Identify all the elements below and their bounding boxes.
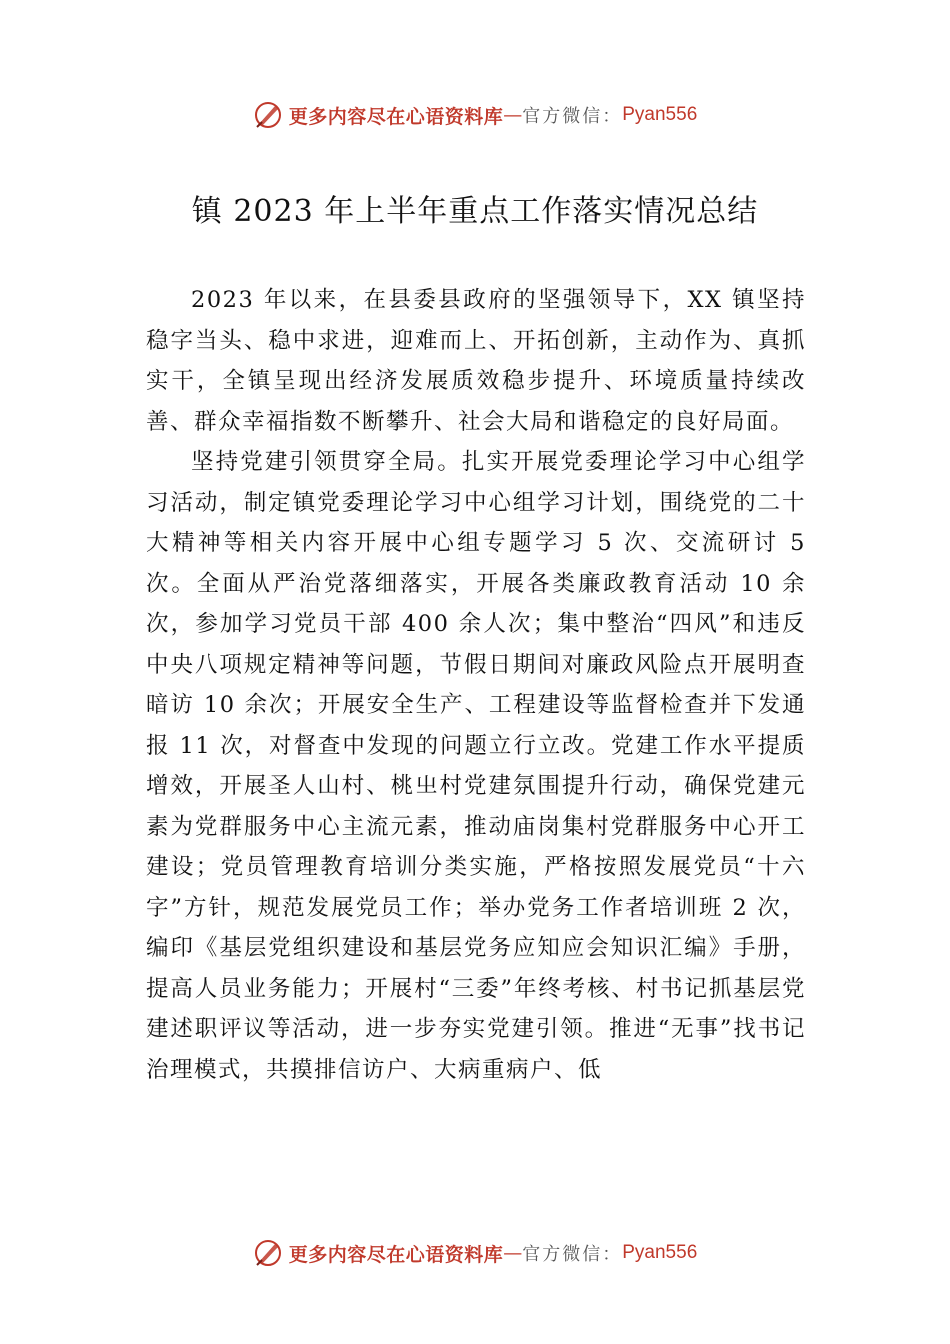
quill-pen-logo-icon: [253, 1238, 283, 1268]
paragraph-party-building: 坚持党建引领贯穿全局。扎实开展党委理论学习中心组学习活动，制定镇党委理论学习中心组学习计划，围绕党的二十大精神等相关内容开展中心组专题学习 5 次、交流研讨 5 次。全面从严治党落细落实，开展各类廉政教育活动 10 余次，参加学习党员干部 400 余人次；集中整治“四风”和违反中央八项规定精神等问题，节假日期间对廉政风险点开展明查暗访 10 余次；开展安全生产、工程建设等监督检查并下发通报 11 次，对督查中发现的问题立行立改。党建工作水平提质增效，开展圣人山村、桃㞢村党建氛围提升行动，确保党建元素为党群服务中心主流元素，推动庙岗集村党群服务中心开工建设；党员管理教育培训分类实施，严格按照发展党员“十六字”方针，规范发展党员工作；举办党务工作者培训班 2 次，编印《基层党组织建设和基层党务应知应会知识汇编》手册，提高人员业务能力；开展村“三委”年终考核、村书记抓基层党建述职评议等活动，进一步夯实党建引领。推进“无事”找书记治理模式，共摸排信访户、大病重病户、低: [146, 449, 806, 1083]
watermark-main-text: 更多内容尽在心语资料库: [288, 105, 504, 128]
quill-pen-logo-icon: [253, 100, 283, 130]
watermark-banner-top: [0, 95, 950, 135]
watermark-wechat-id: Pyan556: [622, 1242, 698, 1263]
paragraph-intro: 2023 年以来，在县委县政府的坚强领导下，XX 镇坚持稳字当头、稳中求进，迎难而上、开拓创新，主动作为、真抓实干，全镇呈现出经济发展质效稳步提升、环境质量持续改善、群众幸福指数不断攀升、社会大局和谐稳定的良好局面。: [146, 287, 806, 435]
watermark-dash: —: [503, 1242, 523, 1264]
document-title: 镇 2023 年上半年重点工作落实情况总结: [191, 194, 759, 229]
watermark-wechat-id: Pyan556: [622, 104, 698, 125]
watermark-banner-bottom: [0, 1233, 950, 1273]
watermark-main-text: 更多内容尽在心语资料库: [288, 1243, 504, 1266]
watermark-dash: —: [503, 104, 523, 126]
watermark-wechat-label: 官方微信：: [522, 106, 623, 127]
watermark-wechat-label: 官方微信：: [522, 1244, 623, 1265]
document-body: [146, 280, 806, 1090]
